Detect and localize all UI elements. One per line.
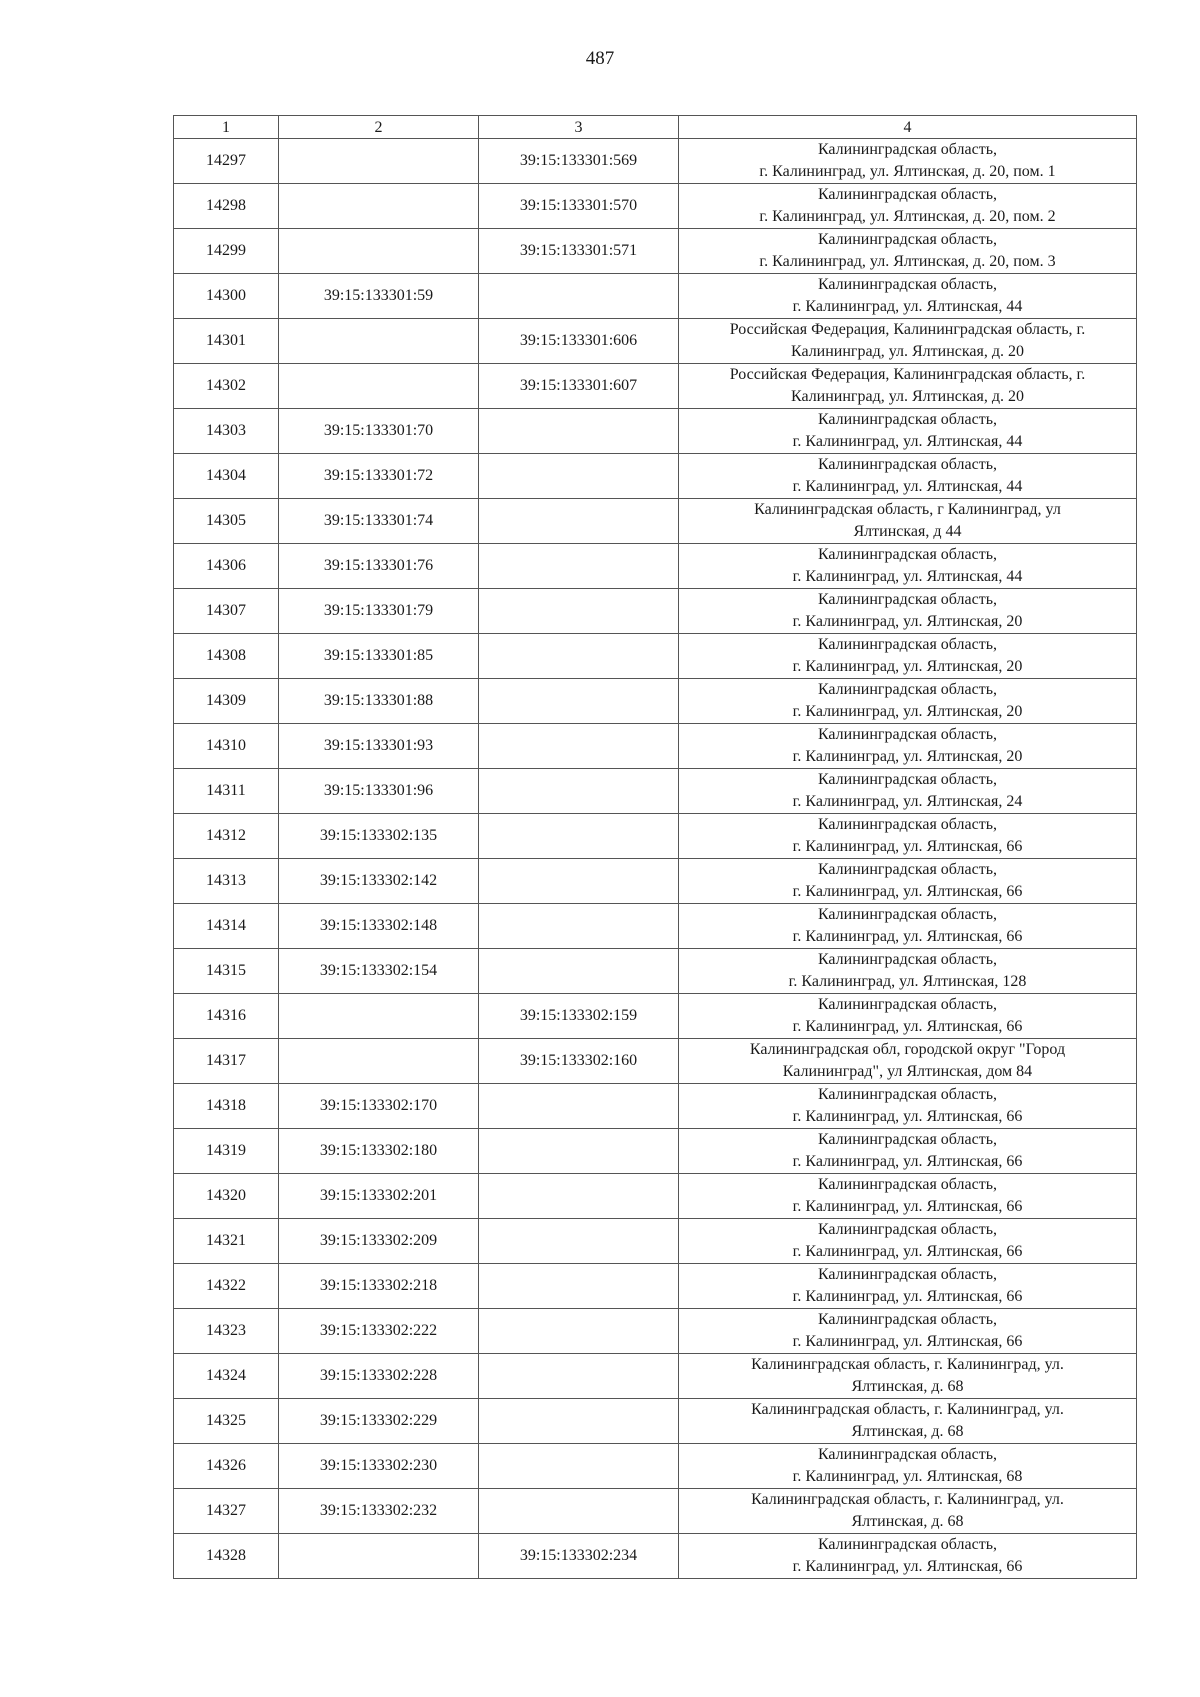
table-row: [174, 904, 1137, 949]
cadastral-number-cell: 39:15:133301:72: [279, 454, 479, 499]
row-number-cell: 14313: [174, 859, 279, 904]
table-row: [174, 1534, 1137, 1579]
address-cell: [679, 1354, 1137, 1399]
object-number-cell: [479, 769, 679, 814]
address-line: г. Калининград, ул. Ялтинская, 128: [788, 973, 1027, 990]
row-number-cell: 14299: [174, 229, 279, 274]
object-number-cell: 39:15:133301:606: [479, 319, 679, 364]
table-row: [174, 1444, 1137, 1489]
address-line: Калининградская область,: [817, 1446, 998, 1463]
cadastral-number-cell: 39:15:133301:88: [279, 679, 479, 724]
cadastral-number-cell: [279, 364, 479, 409]
address-line: г. Калининград, ул. Ялтинская, 66: [792, 1018, 1023, 1035]
address-cell: [679, 1084, 1137, 1129]
row-number-cell: 14324: [174, 1354, 279, 1399]
address-cell: [679, 499, 1137, 544]
cadastral-number-cell: 39:15:133301:93: [279, 724, 479, 769]
row-number-cell: 14318: [174, 1084, 279, 1129]
address-cell: [679, 814, 1137, 859]
table-row: [174, 1084, 1137, 1129]
address-line: г. Калининград, ул. Ялтинская, 20: [792, 658, 1023, 675]
address-cell: [679, 904, 1137, 949]
address-line: г. Калининград, ул. Ялтинская, 44: [792, 478, 1023, 495]
table-row: [174, 1309, 1137, 1354]
cadastral-number-cell: 39:15:133302:154: [279, 949, 479, 994]
address-cell: [679, 634, 1137, 679]
row-number-cell: 14310: [174, 724, 279, 769]
row-number-cell: 14316: [174, 994, 279, 1039]
address-cell: [679, 1174, 1137, 1219]
cadastral-number-cell: 39:15:133302:232: [279, 1489, 479, 1534]
address-line: Калининградская область,: [817, 681, 998, 698]
object-number-cell: [479, 274, 679, 319]
address-line: Калининградская область,: [817, 1311, 998, 1328]
cadastral-number-cell: 39:15:133302:229: [279, 1399, 479, 1444]
cadastral-number-cell: 39:15:133302:135: [279, 814, 479, 859]
address-line: Калининградская область,: [817, 636, 998, 653]
table-row: [174, 499, 1137, 544]
row-number-cell: 14315: [174, 949, 279, 994]
address-line: Калининградская область,: [817, 1131, 998, 1148]
table-row: [174, 1354, 1137, 1399]
row-number-cell: 14327: [174, 1489, 279, 1534]
cadastral-number-cell: 39:15:133302:230: [279, 1444, 479, 1489]
object-number-cell: [479, 1399, 679, 1444]
address-cell: [679, 1489, 1137, 1534]
address-line: Калининградская область,: [817, 1176, 998, 1193]
row-number-cell: 14306: [174, 544, 279, 589]
address-cell: [679, 274, 1137, 319]
address-line: г. Калининград, ул. Ялтинская, 66: [792, 1198, 1023, 1215]
address-line: Калининградская область,: [817, 186, 998, 203]
row-number-cell: 14325: [174, 1399, 279, 1444]
object-number-cell: 39:15:133302:159: [479, 994, 679, 1039]
object-number-cell: [479, 679, 679, 724]
table-row: [174, 1264, 1137, 1309]
cadastral-number-cell: 39:15:133302:222: [279, 1309, 479, 1354]
cadastral-number-cell: 39:15:133301:76: [279, 544, 479, 589]
row-number-cell: 14298: [174, 184, 279, 229]
column-header-2: 2: [279, 116, 479, 139]
address-cell: [679, 139, 1137, 184]
table-row: [174, 409, 1137, 454]
object-number-cell: [479, 1354, 679, 1399]
address-line: Калининградская область,: [817, 906, 998, 923]
address-line: Калининградская область,: [817, 996, 998, 1013]
object-number-cell: [479, 859, 679, 904]
cadastral-number-cell: 39:15:133301:85: [279, 634, 479, 679]
address-line: г. Калининград, ул. Ялтинская, 44: [792, 568, 1023, 585]
address-cell: [679, 184, 1137, 229]
row-number-cell: 14308: [174, 634, 279, 679]
row-number-cell: 14314: [174, 904, 279, 949]
object-number-cell: 39:15:133302:234: [479, 1534, 679, 1579]
object-number-cell: [479, 724, 679, 769]
table-row: [174, 364, 1137, 409]
table-row: [174, 184, 1137, 229]
address-cell: [679, 229, 1137, 274]
registry-table: [173, 115, 1137, 1579]
object-number-cell: 39:15:133302:160: [479, 1039, 679, 1084]
address-line: Калининградская область,: [817, 1221, 998, 1238]
address-line: г. Калининград, ул. Ялтинская, 24: [792, 793, 1023, 810]
object-number-cell: [479, 454, 679, 499]
address-line: г. Калининград, ул. Ялтинская, 20: [792, 748, 1023, 765]
object-number-cell: 39:15:133301:569: [479, 139, 679, 184]
row-number-cell: 14320: [174, 1174, 279, 1219]
address-line: Ялтинская, д. 68: [851, 1378, 964, 1395]
address-cell: [679, 994, 1137, 1039]
cadastral-number-cell: [279, 994, 479, 1039]
address-line: Калининградская область,: [817, 726, 998, 743]
cadastral-number-cell: [279, 184, 479, 229]
address-line: Ялтинская, д 44: [853, 523, 962, 540]
address-cell: [679, 1039, 1137, 1084]
address-cell: [679, 319, 1137, 364]
address-cell: [679, 1534, 1137, 1579]
address-line: г. Калининград, ул. Ялтинская, 68: [792, 1468, 1023, 1485]
address-line: г. Калининград, ул. Ялтинская, 66: [792, 1288, 1023, 1305]
cadastral-number-cell: 39:15:133302:142: [279, 859, 479, 904]
row-number-cell: 14323: [174, 1309, 279, 1354]
object-number-cell: [479, 1264, 679, 1309]
address-line: Калининградская область,: [817, 591, 998, 608]
address-line: г. Калининград, ул. Ялтинская, д. 20, пом. 3: [759, 253, 1056, 270]
address-line: Калининградская область,: [817, 1086, 998, 1103]
table-row: [174, 274, 1137, 319]
cadastral-number-cell: 39:15:133301:70: [279, 409, 479, 454]
address-cell: [679, 724, 1137, 769]
row-number-cell: 14311: [174, 769, 279, 814]
address-cell: [679, 364, 1137, 409]
address-line: Калининградская область, г. Калининград, ул.: [751, 1401, 1064, 1418]
object-number-cell: [479, 1489, 679, 1534]
table-row: [174, 1174, 1137, 1219]
address-line: Калининградская область, г Калининград, ул: [754, 501, 1061, 518]
table-row: [174, 769, 1137, 814]
object-number-cell: [479, 904, 679, 949]
table-row: [174, 1489, 1137, 1534]
address-cell: [679, 1444, 1137, 1489]
address-line: Калининградская область,: [817, 816, 998, 833]
address-line: Калининградская область,: [817, 951, 998, 968]
object-number-cell: [479, 1084, 679, 1129]
table-row: [174, 1129, 1137, 1174]
row-number-cell: 14307: [174, 589, 279, 634]
address-line: г. Калининград, ул. Ялтинская, 66: [792, 1333, 1023, 1350]
object-number-cell: [479, 814, 679, 859]
address-line: Калининградская область, г. Калининград, ул.: [751, 1356, 1064, 1373]
row-number-cell: 14309: [174, 679, 279, 724]
address-line: Калининградская область,: [817, 771, 998, 788]
address-line: г. Калининград, ул. Ялтинская, 66: [792, 1558, 1023, 1575]
table-row: [174, 1039, 1137, 1084]
address-line: Калининградская область,: [817, 456, 998, 473]
cadastral-number-cell: 39:15:133302:218: [279, 1264, 479, 1309]
address-line: Калининград, ул. Ялтинская, д. 20: [790, 343, 1025, 360]
address-line: г. Калининград, ул. Ялтинская, 44: [792, 298, 1023, 315]
row-number-cell: 14305: [174, 499, 279, 544]
address-cell: [679, 1129, 1137, 1174]
address-line: Калининградская область,: [817, 141, 998, 158]
address-line: Калининград", ул Ялтинская, дом 84: [782, 1063, 1033, 1080]
cadastral-number-cell: 39:15:133302:180: [279, 1129, 479, 1174]
cadastral-number-cell: [279, 1534, 479, 1579]
address-line: Калининградская обл, городской округ "Город: [749, 1041, 1066, 1058]
address-line: Калининградская область,: [817, 1536, 998, 1553]
table-row: [174, 634, 1137, 679]
cadastral-number-cell: [279, 319, 479, 364]
address-line: г. Калининград, ул. Ялтинская, д. 20, пом. 2: [759, 208, 1056, 225]
row-number-cell: 14312: [174, 814, 279, 859]
object-number-cell: [479, 1309, 679, 1354]
address-cell: [679, 454, 1137, 499]
row-number-cell: 14319: [174, 1129, 279, 1174]
cadastral-number-cell: [279, 1039, 479, 1084]
cadastral-number-cell: [279, 229, 479, 274]
address-cell: [679, 1309, 1137, 1354]
column-header-3: 3: [479, 116, 679, 139]
object-number-cell: 39:15:133301:570: [479, 184, 679, 229]
table-row: [174, 454, 1137, 499]
table-row: [174, 1219, 1137, 1264]
address-line: г. Калининград, ул. Ялтинская, 66: [792, 838, 1023, 855]
address-cell: [679, 409, 1137, 454]
address-line: Ялтинская, д. 68: [851, 1423, 964, 1440]
table-row: [174, 229, 1137, 274]
address-line: г. Калининград, ул. Ялтинская, 20: [792, 613, 1023, 630]
object-number-cell: [479, 1174, 679, 1219]
address-cell: [679, 679, 1137, 724]
table-row: [174, 994, 1137, 1039]
object-number-cell: [479, 409, 679, 454]
address-cell: [679, 1264, 1137, 1309]
table-row: [174, 544, 1137, 589]
object-number-cell: [479, 949, 679, 994]
address-cell: [679, 544, 1137, 589]
address-line: Калининградская область,: [817, 546, 998, 563]
address-line: Калининград, ул. Ялтинская, д. 20: [790, 388, 1025, 405]
object-number-cell: 39:15:133301:571: [479, 229, 679, 274]
object-number-cell: [479, 544, 679, 589]
table-row: [174, 724, 1137, 769]
address-line: г. Калининград, ул. Ялтинская, 20: [792, 703, 1023, 720]
row-number-cell: 14304: [174, 454, 279, 499]
address-line: Калининградская область,: [817, 1266, 998, 1283]
cadastral-number-cell: 39:15:133301:74: [279, 499, 479, 544]
cadastral-number-cell: 39:15:133302:148: [279, 904, 479, 949]
row-number-cell: 14322: [174, 1264, 279, 1309]
row-number-cell: 14321: [174, 1219, 279, 1264]
cadastral-number-cell: 39:15:133301:59: [279, 274, 479, 319]
object-number-cell: [479, 1129, 679, 1174]
address-cell: [679, 1399, 1137, 1444]
address-cell: [679, 949, 1137, 994]
table-row: [174, 589, 1137, 634]
column-header-1: 1: [174, 116, 279, 139]
object-number-cell: [479, 634, 679, 679]
address-line: г. Калининград, ул. Ялтинская, д. 20, пом. 1: [759, 163, 1056, 180]
header-row: [174, 116, 1137, 139]
cadastral-number-cell: 39:15:133302:228: [279, 1354, 479, 1399]
object-number-cell: 39:15:133301:607: [479, 364, 679, 409]
address-cell: [679, 769, 1137, 814]
row-number-cell: 14326: [174, 1444, 279, 1489]
object-number-cell: [479, 499, 679, 544]
address-cell: [679, 859, 1137, 904]
row-number-cell: 14297: [174, 139, 279, 184]
address-cell: [679, 1219, 1137, 1264]
table-row: [174, 814, 1137, 859]
address-line: г. Калининград, ул. Ялтинская, 66: [792, 1243, 1023, 1260]
address-line: Калининградская область,: [817, 276, 998, 293]
table-row: [174, 859, 1137, 904]
page-number: 487: [585, 48, 615, 69]
row-number-cell: 14328: [174, 1534, 279, 1579]
cadastral-number-cell: 39:15:133302:201: [279, 1174, 479, 1219]
cadastral-number-cell: 39:15:133302:170: [279, 1084, 479, 1129]
address-line: Российская Федерация, Калининградская область, г.: [729, 366, 1086, 383]
address-line: г. Калининград, ул. Ялтинская, 66: [792, 1153, 1023, 1170]
address-line: г. Калининград, ул. Ялтинская, 66: [792, 1108, 1023, 1125]
row-number-cell: 14301: [174, 319, 279, 364]
row-number-cell: 14303: [174, 409, 279, 454]
object-number-cell: [479, 589, 679, 634]
object-number-cell: [479, 1444, 679, 1489]
address-line: г. Калининград, ул. Ялтинская, 44: [792, 433, 1023, 450]
address-line: Калининградская область,: [817, 411, 998, 428]
cadastral-number-cell: 39:15:133301:96: [279, 769, 479, 814]
address-line: Ялтинская, д. 68: [851, 1513, 964, 1530]
address-line: Калининградская область, г. Калининград, ул.: [751, 1491, 1064, 1508]
table-row: [174, 1399, 1137, 1444]
table-row: [174, 139, 1137, 184]
row-number-cell: 14300: [174, 274, 279, 319]
table-row: [174, 319, 1137, 364]
address-line: г. Калининград, ул. Ялтинская, 66: [792, 883, 1023, 900]
cadastral-number-cell: 39:15:133302:209: [279, 1219, 479, 1264]
address-line: г. Калининград, ул. Ялтинская, 66: [792, 928, 1023, 945]
address-line: Российская Федерация, Калининградская область, г.: [729, 321, 1086, 338]
object-number-cell: [479, 1219, 679, 1264]
address-line: Калининградская область,: [817, 231, 998, 248]
address-cell: [679, 589, 1137, 634]
cadastral-number-cell: [279, 139, 479, 184]
column-header-4: 4: [679, 116, 1137, 139]
address-line: Калининградская область,: [817, 861, 998, 878]
row-number-cell: 14317: [174, 1039, 279, 1084]
cadastral-number-cell: 39:15:133301:79: [279, 589, 479, 634]
table-row: [174, 949, 1137, 994]
row-number-cell: 14302: [174, 364, 279, 409]
table-row: [174, 679, 1137, 724]
